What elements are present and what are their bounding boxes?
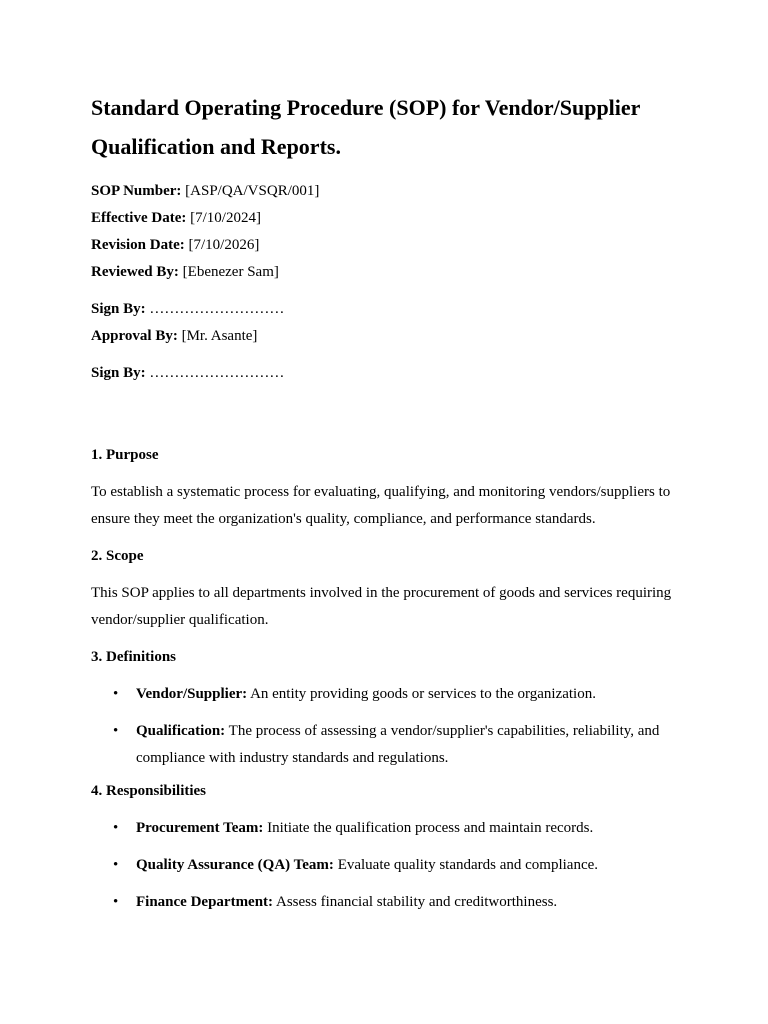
sign-by-approver bbox=[91, 364, 681, 382]
section-heading: 2. Scope bbox=[91, 548, 144, 564]
approval-by-value: [Mr. Asante] bbox=[177, 328, 258, 344]
item-term: Qualification: bbox=[136, 723, 226, 739]
item-term: Procurement Team: bbox=[136, 820, 264, 836]
sop-number bbox=[91, 182, 681, 200]
sign-by-label: Sign By: bbox=[91, 301, 146, 317]
section-heading: 1. Purpose bbox=[91, 447, 159, 463]
section-text: To establish a systematic process for evaluating, qualifying, and monitoring vendors/suppliers to ensure they meet the organization's quality, compliance, and performance standards. bbox=[91, 484, 671, 527]
revision-date-value: [7/10/2026] bbox=[184, 237, 260, 253]
section-text: This SOP applies to all departments involved in the procurement of goods and services requiring vendor/supplier qualification. bbox=[91, 585, 672, 628]
sign-by-reviewer bbox=[91, 300, 681, 318]
list-item bbox=[91, 718, 681, 772]
item-text: Initiate the qualification process and maintain records. bbox=[263, 820, 594, 836]
document-page bbox=[91, 88, 681, 926]
reviewed-by-value: [Ebenezer Sam] bbox=[178, 264, 279, 280]
sop-number-value: [ASP/QA/VSQR/001] bbox=[181, 183, 320, 199]
sop-number-label: SOP Number: bbox=[91, 183, 182, 199]
list-item bbox=[91, 681, 681, 708]
section-purpose bbox=[91, 446, 681, 533]
responsibilities-list bbox=[91, 815, 681, 916]
bullet-icon: • bbox=[113, 857, 119, 873]
reviewed-by bbox=[91, 263, 681, 281]
item-text: Evaluate quality standards and compliance. bbox=[333, 857, 599, 873]
effective-date-value: [7/10/2024] bbox=[186, 210, 261, 226]
effective-date-label: Effective Date: bbox=[91, 210, 187, 226]
revision-date-label: Revision Date: bbox=[91, 237, 185, 253]
reviewed-by-label: Reviewed By: bbox=[91, 264, 179, 280]
signature-line: ……………………… bbox=[145, 301, 285, 317]
sign-by-label: Sign By: bbox=[91, 365, 146, 381]
item-term: Finance Department: bbox=[136, 894, 274, 910]
signature-line: ……………………… bbox=[145, 365, 285, 381]
bullet-icon: • bbox=[113, 820, 119, 836]
bullet-icon: • bbox=[113, 894, 119, 910]
approval-by bbox=[91, 327, 681, 345]
list-item bbox=[91, 815, 681, 842]
approval-by-label: Approval By: bbox=[91, 328, 178, 344]
revision-date bbox=[91, 236, 681, 254]
sop-metadata bbox=[91, 182, 681, 382]
list-item bbox=[91, 889, 681, 916]
section-scope bbox=[91, 547, 681, 634]
item-term: Quality Assurance (QA) Team: bbox=[136, 857, 334, 873]
section-heading: 3. Definitions bbox=[91, 649, 177, 665]
effective-date bbox=[91, 209, 681, 227]
item-text: The process of assessing a vendor/supplier's capabilities, reliability, and compliance with industry standards and regulations. bbox=[136, 723, 660, 766]
list-item bbox=[91, 852, 681, 879]
section-heading: 4. Responsibilities bbox=[91, 783, 207, 799]
bullet-icon: • bbox=[113, 686, 119, 702]
bullet-icon: • bbox=[113, 723, 119, 739]
section-responsibilities bbox=[91, 782, 681, 916]
item-term: Vendor/Supplier: bbox=[136, 686, 248, 702]
section-definitions bbox=[91, 648, 681, 772]
item-text: An entity providing goods or services to the organization. bbox=[247, 686, 596, 702]
document-title: Standard Operating Procedure (SOP) for Vendor/Supplier Qualification and Reports. bbox=[91, 95, 641, 159]
definitions-list bbox=[91, 681, 681, 772]
item-text: Assess financial stability and creditworthiness. bbox=[273, 894, 558, 910]
